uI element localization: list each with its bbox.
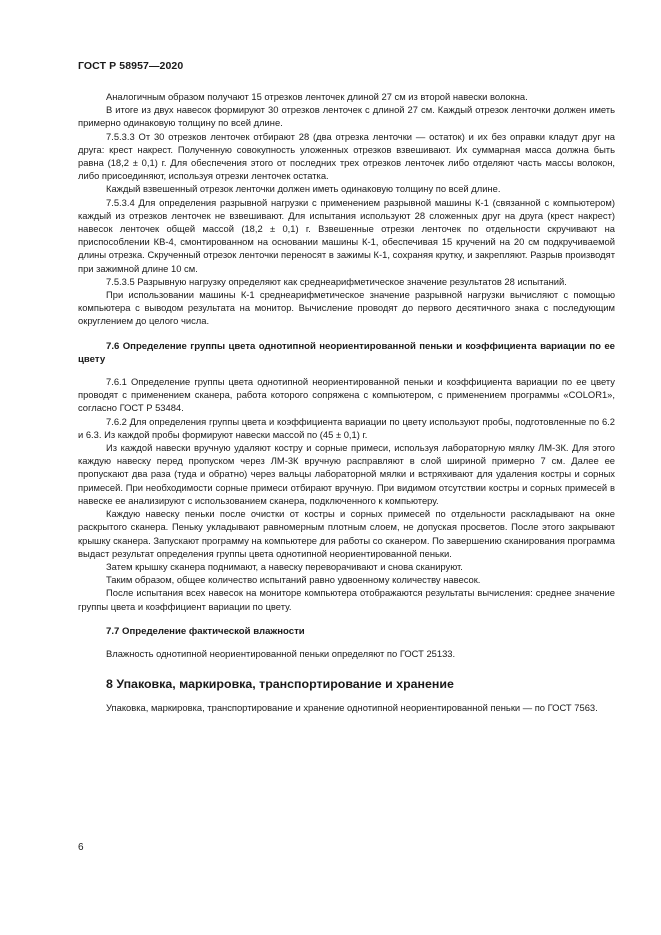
section-heading-7-6: 7.6 Определение группы цвета однотипной неориентированной пеньки и коэффициента вариации по ее цвету <box>78 340 615 365</box>
paragraph: В итоге из двух навесок формируют 30 отрезков ленточек с длиной 27 см. Каждый отрезок ленточки должен иметь примерно одинаковую толщину по всей длине. <box>78 104 615 129</box>
paragraph: 7.5.3.5 Разрывную нагрузку определяют как среднеарифметическое значение результатов 28 испытаний. <box>106 275 567 287</box>
document-header: ГОСТ Р 58957—2020 <box>78 60 184 72</box>
paragraph: Упаковка, маркировка, транспортирование и хранение однотипной неориентированной пеньки — по ГОСТ 7563. <box>106 702 598 714</box>
paragraph: Каждую навеску пеньки после очистки от костры и сорных примесей по отдельности раскладывают на окне раскрытого сканера. Пеньку укладывают равномерным плотным слоем, не допуская просветов. После этого закрывают крышку сканера. Запускают программу на компьютере для работы со сканером. По завершению сканирования программа выдаст результат определения группы цвета однотипной неориентированной пеньки. <box>78 508 615 559</box>
page-number: 6 <box>78 842 84 853</box>
paragraph: Каждый взвешенный отрезок ленточки должен иметь одинаковую толщину по всей длине. <box>106 183 501 195</box>
paragraph: Таким образом, общее количество испытаний равно удвоенному количеству навесок. <box>106 574 481 586</box>
document-body <box>78 90 615 714</box>
paragraph: 7.6.1 Определение группы цвета однотипной неориентированной пеньки и коэффициента вариации по ее цвету проводят с применением сканера, работа которого сопряжена с компьютером, с применением программы «COLOR1», согласно ГОСТ Р 53484. <box>78 376 615 414</box>
paragraph: После испытания всех навесок на мониторе компьютера отображаются результаты вычисления: среднее значение группы цвета и коэффициент вариации по цвету. <box>78 587 615 612</box>
paragraph: 7.5.3.4 Для определения разрывной нагрузки с применением разрывной машины К-1 (связанной с компьютером) каждый из отрезков ленточек не взвешивают. Для испытания используют 28 сложенных друг на друга (крест накрест) навесок ленточек общей массой (18,2 ± 0,1) г. Взвешенные отрезки ленточек по отдельности скручивают на приспособлении КВ-4, смонтированном на основании машины К-1, обеспечивая 15 кручений на 20 см подкручиваемой длины отрезка. Скрученный отрезок ленточки переносят в зажимы К-1, сохраняя крутку, и закрепляют. Разрыв производят при зажимной длине 10 см. <box>78 196 615 274</box>
paragraph: Из каждой навески вручную удаляют костру и сорные примеси, используя лабораторную мялку ЛМ-3К. Для этого каждую навеску перед пропуском через ЛМ-3К вручную расправляют в слой шириной примерно 7 см. Далее ее пропускают два раза (туда и обратно) через вальцы лабораторной мялки и встряхивают для удаления костры и сорных примесей. При необходимости сорные примеси отбирают вручную. При видимом отсутствии костры и сорных примесей в навеске ее анализируют с использованием сканера, подключенного к компьютеру. <box>78 442 615 506</box>
paragraph: При использовании машины К-1 среднеарифметическое значение разрывной нагрузки вычисляют с помощью компьютера с выводом результата на монитор. Вычисление проводят до первого десятичного знака с последующим округлением до целого числа. <box>78 289 615 327</box>
paragraph: Влажность однотипной неориентированной пеньки определяют по ГОСТ 25133. <box>106 647 456 659</box>
paragraph: Затем крышку сканера поднимают, а навеску переворачивают и снова сканируют. <box>106 560 463 572</box>
section-heading-8: 8 Упаковка, маркировка, транспортирование и хранение <box>106 677 454 692</box>
section-heading-7-7: 7.7 Определение фактической влажности <box>106 625 305 637</box>
paragraph: 7.6.2 Для определения группы цвета и коэффициента вариации по цвету используют пробы, подготовленные по 6.2 и 6.3. Из каждой пробы формируют навески массой по (45 ± 0,1) г. <box>78 415 615 440</box>
paragraph: 7.5.3.3 От 30 отрезков ленточек отбирают 28 (два отрезка ленточки — остаток) и их без оправки кладут друг на друга: крест накрест. Полученную совокупность уложенных отрезков взвешивают. Их суммарная масса должна быть равна (18,2 ± 0,1) г. Для обеспечения этого от последних трех отрезков ленточек либо отделяют часть массы волокон, либо присоединяют, используя отрезки ленточек остатка. <box>78 130 615 182</box>
paragraph: Аналогичным образом получают 15 отрезков ленточек длиной 27 см из второй навески волокна. <box>106 91 528 102</box>
